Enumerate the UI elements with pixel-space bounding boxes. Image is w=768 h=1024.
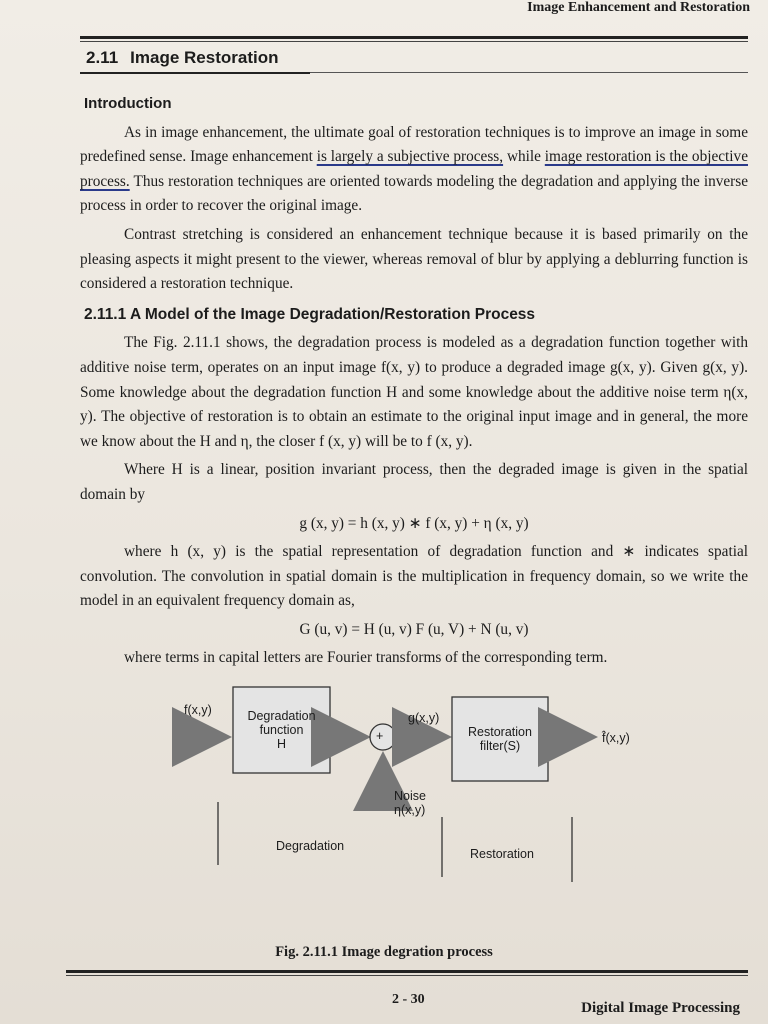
subsection-title: 2.11.1 A Model of the Image Degradation/Restoration Process (84, 305, 536, 323)
intro-p1-underlined-1: is largely a subjective process, (316, 148, 504, 166)
footer-rule-thin (66, 975, 748, 976)
model-paragraph-2: Where H is a linear, position invariant process, then the degraded image is given in the spatial domain by (80, 461, 748, 503)
intro-paragraph-2: Contrast stretching is considered an enhancement technique because it is based primarily on the pleasing aspects it might present to the viewer, whereas removal of blur by applying a deblurring function is considered a restoration technique. (80, 225, 748, 293)
section-number: 2.11 (86, 48, 119, 67)
page-number: 2 - 30 (392, 992, 425, 1007)
section-title-text: Image Restoration (130, 48, 279, 67)
model-paragraph-3: where h (x, y) is the spatial representation of degradation function and ∗ indicates spatial convolution. The convolution in spatial domain is the multiplication in frequency domain, so we write the model in an equivalent frequency domain as, (80, 543, 748, 610)
stage-restoration-label: Restoration (470, 847, 534, 862)
intro-p1-underlined-2: image restoration is the objective process. (80, 148, 748, 190)
restoration-box-line-2: filter(S) (479, 739, 521, 754)
intro-paragraph-1 (80, 121, 748, 219)
restoration-box-text (452, 725, 548, 753)
running-head: Image Enhancement and Restoration (527, 0, 750, 15)
degraded-image-label: g(x,y) (408, 711, 440, 726)
model-paragraph-4: where terms in capital letters are Fourier transforms of the corresponding term. (124, 649, 608, 667)
header-rule-thin (80, 41, 748, 42)
input-label: f(x,y) (184, 703, 212, 718)
degradation-restoration-diagram (80, 677, 748, 909)
body-content (80, 92, 748, 909)
footer-rule (66, 970, 748, 973)
degradation-box-text (233, 709, 330, 751)
noise-label-line-1: Noise (394, 789, 426, 804)
intro-p1-text-a: As in image enhancement, the ultimate goal of restoration techniques is to improve an image in some predefined sense. Image enhancement (80, 123, 748, 166)
intro-heading: Introduction (84, 95, 172, 112)
degradation-box-line-1: Degradation (247, 709, 316, 724)
intro-p1-text-b: while (503, 148, 545, 166)
output-label: f̂(x,y) (602, 731, 630, 746)
section-underline (80, 72, 310, 74)
degradation-box-line-3: H (276, 737, 287, 752)
section-underline-thin (310, 72, 748, 73)
degradation-box-line-2: function (259, 723, 304, 738)
section-title (86, 48, 278, 68)
noise-label-line-2: η(x,y) (394, 803, 426, 818)
header-rule (80, 36, 748, 39)
adder-plus-symbol: + (376, 729, 384, 744)
book-title: Digital Image Processing (581, 1000, 740, 1016)
intro-p1-text-c: Thus restoration techniques are oriented towards modeling the degradation and applying the inverse process in order to recover the original image. (80, 172, 748, 215)
stage-degradation-label: Degradation (276, 839, 345, 854)
model-paragraph-1: The Fig. 2.11.1 shows, the degradation process is modeled as a degradation function together with additive noise term, operates on an input image f(x, y) to produce a degraded image g(x, y). Given g(x, y). Some knowledge about the degradation function H and some knowledge about the additive noise term η(x, y). The objective of restoration is to obtain an estimate to the original input image and in general, the more we know about the H and η, the closer f (x, y) will be to f (x, y). (80, 334, 748, 450)
equation-frequency: G (u, v) = H (u, v) F (u, V) + N (u, v) (299, 620, 529, 638)
equation-spatial: g (x, y) = h (x, y) ∗ f (x, y) + η (x, y) (299, 514, 529, 532)
noise-label (394, 789, 426, 817)
figure-caption: Fig. 2.11.1 Image degration process (275, 944, 493, 960)
restoration-box-line-1: Restoration (468, 725, 532, 740)
